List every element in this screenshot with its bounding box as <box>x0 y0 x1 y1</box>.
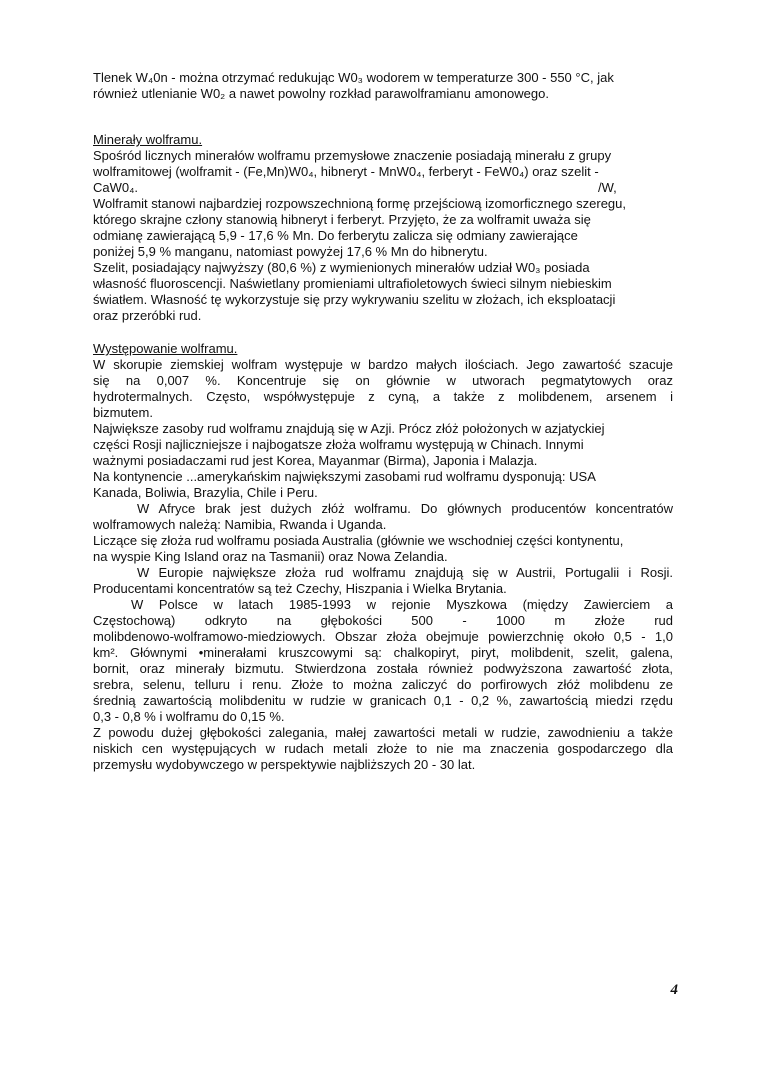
paragraph-line: na wyspie King Island oraz na Tasmanii) oraz Nowa Zelandia. <box>93 549 448 564</box>
paragraph-line: W Polsce w latach 1985-1993 w rejonie Myszkowa (między Zawierciem a <box>131 597 673 612</box>
intro-line: Tlenek W₄0n - można otrzymać redukując W0₃ wodorem w temperaturze 300 - 550 °C, jak <box>93 70 614 85</box>
paragraph-line: Na kontynencie ...amerykańskim największymi zasobami rud wolframu dysponują: USA <box>93 469 596 484</box>
intro-line: również utlenianie W0₂ a nawet powolny rozkład parawolframianu amonowego. <box>93 86 549 101</box>
paragraph-line: którego skrajne człony stanowią hibneryt i ferberyt. Przyjęto, że za wolframit uważa się <box>93 212 591 227</box>
paragraph-line: odmianę zawierającą 5,9 - 17,6 % Mn. Do ferberytu zalicza się odmiany zawierające <box>93 228 578 243</box>
paragraph-line: km². Głównymi •minerałami kruszcowymi są: chalkopiryt, piryt, molibdenit, szelit, galena, <box>93 645 673 660</box>
paragraph-line: W Afryce brak jest dużych złóż wolframu. Do głównych producentów koncentratów <box>137 501 673 516</box>
paragraph-line: światłem. Własność tę wykorzystuje się przy wykrywaniu szelitu w złożach, ich eksploatacji <box>93 292 616 307</box>
minerals-heading: Minerały wolframu. <box>93 132 203 147</box>
paragraph-line: Szelit, posiadający najwyższy (80,6 %) z wymienionych minerałów udział W0₃ posiada <box>93 260 590 275</box>
paragraph-line: Liczące się złoża rud wolframu posiada Australia (głównie we wschodniej części kontynentu, <box>93 533 624 548</box>
margin-mark: /W, <box>598 180 617 195</box>
paragraph-line: Największe zasoby rud wolframu znajdują się w Azji. Prócz złóż położonych w azjatyckiej <box>93 421 605 436</box>
paragraph-line: W Europie największe złoża rud wolframu znajdują się w Austrii, Portugalii i Rosji. <box>137 565 673 580</box>
occurrence-heading: Występowanie wolframu. <box>93 341 238 356</box>
paragraph-line: ważnymi posiadaczami rud jest Korea, Mayanmar (Birma), Japonia i Malazja. <box>93 453 538 468</box>
paragraph-line: wolframowych należą: Namibia, Rwanda i Uganda. <box>93 517 387 532</box>
paragraph-line: srebra, selenu, telluru i renu. Złoże to można zaliczyć do porfirowych złóż molibdenu ze <box>93 677 673 692</box>
paragraph-line: wolframitowej (wolframit - (Fe,Mn)W0₄, hibneryt - MnW0₄, ferberyt - FeW0₄) oraz szelit - <box>93 164 599 179</box>
paragraph-line: Producentami koncentratów są też Czechy, Hiszpania i Wielka Brytania. <box>93 581 507 596</box>
paragraph-line: poniżej 5,9 % manganu, natomiast powyżej 17,6 % Mn do hibnerytu. <box>93 244 488 259</box>
paragraph-line: oraz przeróbki rud. <box>93 308 202 323</box>
paragraph-line: molibdenowo-wolframowo-miedziowych. Obszar złoża obejmuje powierzchnię około 0,5 - 1,0 <box>93 629 673 644</box>
paragraph-line: W skorupie ziemskiej wolfram występuje w bardzo małych ilościach. Jego zawartość szacuje <box>93 357 673 372</box>
paragraph-line: Wolframit stanowi najbardziej rozpowszechnioną formę przejściową izomorficznego szeregu, <box>93 196 626 211</box>
paragraph-line: Spośród licznych minerałów wolframu przemysłowe znaczenie posiadają minerału z grupy <box>93 148 612 163</box>
paragraph-line: Kanada, Boliwia, Brazylia, Chile i Peru. <box>93 485 318 500</box>
paragraph-line: niskich cen występujących w rudach metali złoże to nie ma znaczenia gospodarczego dla <box>93 741 673 756</box>
paragraph-line: się na 0,007 %. Koncentruje się on głównie w utworach pegmatytowych oraz <box>93 373 673 388</box>
page-number: 4 <box>670 982 678 998</box>
paragraph-line: Częstochową) odkryto na głębokości 500 - 1000 m złoże rud <box>93 613 673 628</box>
paragraph-line: bornit, oraz minerały bizmutu. Stwierdzona została również podwyższona zawartość złota, <box>93 661 673 676</box>
paragraph-line: 0,3 - 0,8 % i wolframu do 0,15 %. <box>93 709 285 724</box>
paragraph-line: przemysłu wydobywczego w perspektywie najbliższych 20 - 30 lat. <box>93 757 476 772</box>
paragraph-line: bizmutem. <box>93 405 153 420</box>
paragraph-line: CaW0₄. <box>93 180 139 195</box>
paragraph-line: hydrotermalnych. Często, współwystępuje z cyną, a także z molibdenem, arsenem i <box>93 389 673 404</box>
paragraph-line: własność fluoroscencji. Naświetlany promieniami ultrafioletowych świeci silnym niebieskim <box>93 276 612 291</box>
paragraph-line: Z powodu dużej głębokości zalegania, małej zawartości metali w rudzie, zawodnieniu a także <box>93 725 673 740</box>
paragraph-line: średnią zawartością molibdenitu w rudzie w granicach 0,1 - 0,2 %, zawartością miedzi rzędu <box>93 693 673 708</box>
paragraph-line: części Rosji najliczniejsze i najbogatsze złoża wolframu występują w Chinach. Innymi <box>93 437 584 452</box>
